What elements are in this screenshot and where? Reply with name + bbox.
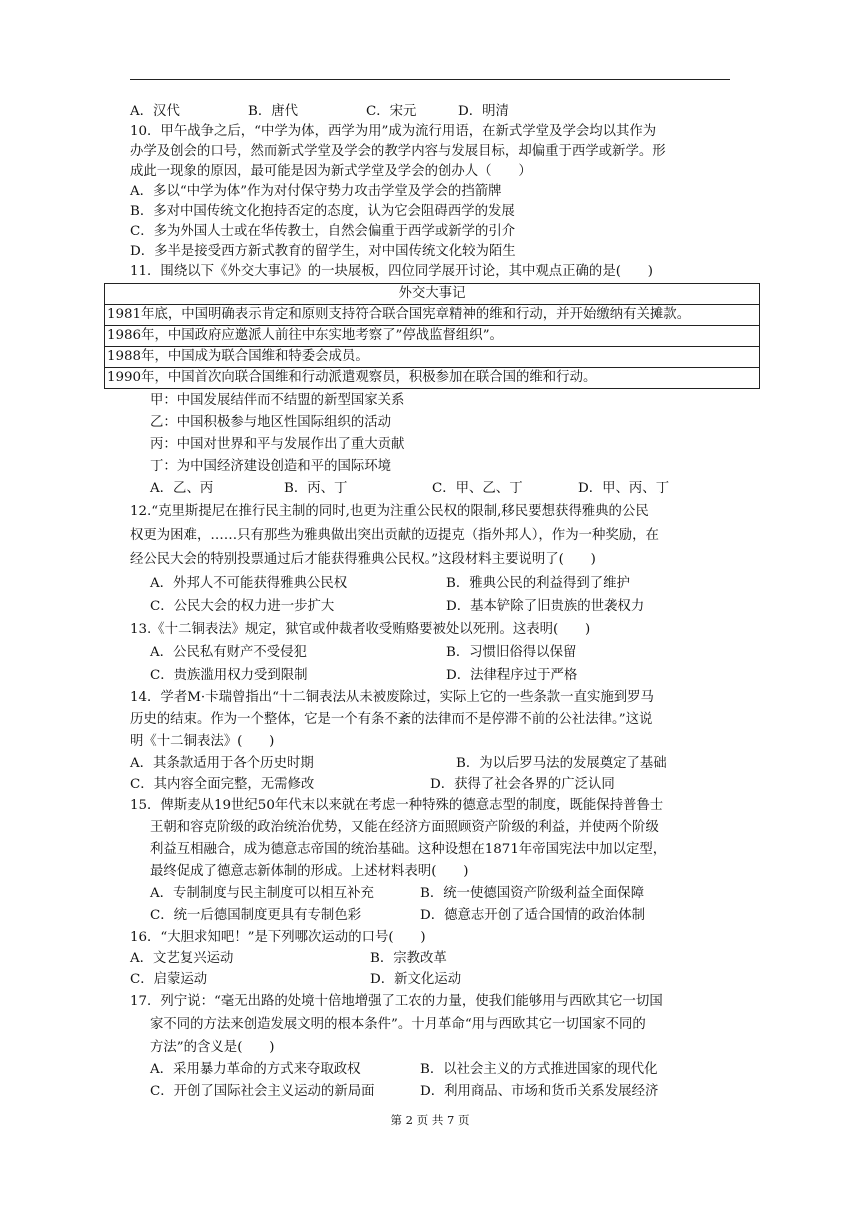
q13-options-row [130, 641, 740, 664]
table-title: 外交大事记 [105, 284, 760, 305]
q11-statement-yi: 乙：中国积极参与地区性国际组织的活动 [150, 415, 392, 430]
q17-option-d: D．利用商品、市场和货币关系发展经济 [420, 1084, 659, 1099]
q11-statement-bing: 丙：中国对世界和平与发展作出了重大贡献 [150, 437, 405, 452]
q9-option-c: C．宋元 [366, 104, 417, 119]
table-row: 1990年，中国首次向联合国维和行动派遣观察员，积极参加在联合国的维和行动。 [105, 368, 760, 389]
q17-option-c: C．开创了国际社会主义运动的新局面 [150, 1084, 375, 1099]
question-15 [130, 795, 740, 927]
table-row: 1986年，中国政府应邀派人前往中东实地考察了”停战监督组织”。 [105, 326, 760, 347]
page-content [107, 102, 740, 1103]
q16-options-row [130, 948, 740, 969]
q10-option-d: D．多半是接受西方新式教育的留学生，对中国传统文化较为陌生 [130, 244, 516, 259]
q11-option-a: A．乙、丙 [150, 481, 214, 496]
question-10 [130, 122, 740, 262]
q11-options [130, 478, 740, 500]
q12-options-row [130, 572, 740, 595]
q12-option-b: B．雅典公民的利益得到了维护 [446, 576, 630, 591]
q13-options-row [130, 664, 740, 687]
question-16 [130, 927, 740, 990]
q11-option-b: B．丙、丁 [284, 481, 348, 496]
q11-option-c: C．甲、乙、丁 [432, 481, 523, 496]
q15-option-c: C．统一后德国制度更具有专制色彩 [150, 908, 362, 923]
q15-option-a: A．专制制度与民主制度可以相互补充 [150, 886, 374, 901]
header-rule [130, 79, 730, 80]
q12-option-a: A．外邦人不可能获得雅典公民权 [150, 576, 348, 591]
q17-stem-line: 17．列宁说：“毫无出路的处境十倍地增强了工农的力量，使我们能够用与西欧其它一切国 [130, 994, 663, 1009]
q10-option-c: C．多为外国人士或在华传教士，自然会偏重于西学或新学的引介 [130, 224, 516, 239]
q14-stem-line: 历史的结束。作为一个整体，它是一个有条不紊的法律而不是停滞不前的公社法律。”这说 [130, 712, 653, 727]
q16-option-b: B．宗教改革 [370, 951, 447, 966]
q15-option-d: D．德意志开创了适合国情的政治体制 [420, 908, 645, 923]
q13-stem: 13.《十二铜表法》规定，狱官或仲裁者收受贿赂要被处以死刑。这表明( ) [130, 622, 591, 637]
q14-stem-line: 14．学者M·卡瑞曾指出“十二铜表法从未被废除过，实际上它的一些条款一直实施到罗马 [130, 690, 654, 705]
q16-option-a: A．文艺复兴运动 [130, 951, 234, 966]
table-row: 1981年底，中国明确表示肯定和原则支持符合联合国宪章精神的维和行动，并开始缴纳有关摊款。 [105, 305, 760, 326]
q15-stem-line: 15．俾斯麦从19世纪50年代末以来就在考虑一种特殊的德意志型的制度，既能保持普鲁士 [130, 798, 664, 813]
q11-statement-jia: 甲：中国发展结伴而不结盟的新型国家关系 [150, 393, 405, 408]
q10-stem-line: 办学及创会的口号，然而新式学堂及学会的教学内容与发展目标，却偏重于西学或新学。形 [130, 144, 666, 159]
q13-option-c: C．贵族滥用权力受到限制 [150, 668, 308, 683]
q9-option-a: A．汉代 [130, 104, 180, 119]
q12-options-row [130, 595, 740, 618]
q12-stem-line: 12.“克里斯提尼在推行民主制的同时,也更为注重公民权的限制,移民要想获得雅典的公民 [130, 504, 649, 519]
table-row: 1988年，中国成为联合国维和特委会成员。 [105, 347, 760, 368]
q17-options-row [130, 1081, 740, 1103]
q16-option-c: C．启蒙运动 [130, 972, 208, 987]
q14-options-row [130, 753, 740, 774]
q16-option-d: D．新文化运动 [370, 972, 462, 987]
q9-option-b: B．唐代 [248, 104, 299, 119]
q16-stem: 16．“大胆求知吧！”是下列哪次运动的口号( ) [130, 930, 426, 945]
q15-options-row [130, 905, 740, 927]
q17-stem-line: 家不同的方法来创造发展文明的根本条件”。十月革命“用与西欧其它一切国家不同的 [150, 1017, 646, 1032]
q11-option-d: D．甲、丙、丁 [578, 481, 670, 496]
q15-stem-line: 利益互相融合，成为德意志帝国的统治基础。这种设想在1871年帝国宪法中加以定型， [150, 842, 667, 857]
q10-stem-line: 10．甲午战争之后，“中学为体，西学为用”成为流行用语，在新式学堂及学会均以其作为 [130, 124, 657, 139]
q10-option-a: A．多以“中学为体”作为对付保守势力攻击学堂及学会的挡箭牌 [130, 184, 502, 199]
q12-option-c: C．公民大会的权力进一步扩大 [150, 599, 335, 614]
q9-option-d: D．明清 [458, 104, 509, 119]
q11-statement-ding: 丁：为中国经济建设创造和平的国际环境 [150, 459, 392, 474]
q10-stem-line: 成此一现象的原因，最可能是因为新式学堂及学会的创办人（ ） [130, 164, 532, 179]
q14-options-row [130, 774, 740, 795]
q17-stem-line: 方法”的含义是( ) [150, 1040, 275, 1055]
q13-option-b: B．习惯旧俗得以保留 [446, 645, 577, 660]
q13-option-a: A．公民私有财产不受侵犯 [150, 645, 307, 660]
q12-stem-line: 权更为困难，……只有那些为雅典做出突出贡献的迈提克（指外邦人），作为一种奖励，在 [130, 528, 659, 543]
page-footer: 第 2 页 共 7 页 [390, 1113, 470, 1127]
q14-stem-line: 明《十二铜表法》( ) [130, 734, 275, 749]
q14-option-a: A．其条款适用于各个历史时期 [130, 756, 314, 771]
q15-options-row [130, 883, 740, 905]
q17-options-row [130, 1059, 740, 1081]
q12-option-d: D．基本铲除了旧贵族的世袭权力 [446, 599, 645, 614]
q10-option-b: B．多对中国传统文化抱持否定的态度，认为它会阻碍西学的发展 [130, 204, 515, 219]
q15-stem-line: 最终促成了德意志新体制的形成。上述材料表明( ) [150, 864, 469, 879]
question-13 [130, 618, 740, 687]
question-17 [130, 990, 740, 1103]
q15-stem-line: 王朝和容克阶级的政治统治优势，又能在经济方面照顾资产阶级的利益，并使两个阶级 [150, 820, 659, 835]
q17-option-b: B．以社会主义的方式推进国家的现代化 [420, 1062, 658, 1077]
question-14 [130, 687, 740, 795]
diplomacy-events-table [104, 283, 760, 389]
q11-stem: 11．围绕以下《外交大事记》的一块展板，四位同学展开讨论，其中观点正确的是( ) [130, 264, 653, 279]
q14-option-d: D．获得了社会各界的广泛认同 [430, 777, 615, 792]
q17-option-a: A．采用暴力革命的方式来夺取政权 [150, 1062, 361, 1077]
q13-option-d: D．法律程序过于严格 [446, 668, 578, 683]
question-12 [130, 500, 740, 618]
q16-options-row [130, 969, 740, 990]
q14-option-b: B．为以后罗马法的发展奠定了基础 [456, 756, 667, 771]
q14-option-c: C．其内容全面完整，无需修改 [130, 777, 315, 792]
question-11 [107, 262, 740, 500]
q12-stem-line: 经公民大会的特别投票通过后才能获得雅典公民权。”这段材料主要说明了( ) [130, 552, 596, 567]
q9-options [130, 102, 740, 122]
q15-option-b: B．统一使德国资产阶级利益全面保障 [420, 886, 645, 901]
